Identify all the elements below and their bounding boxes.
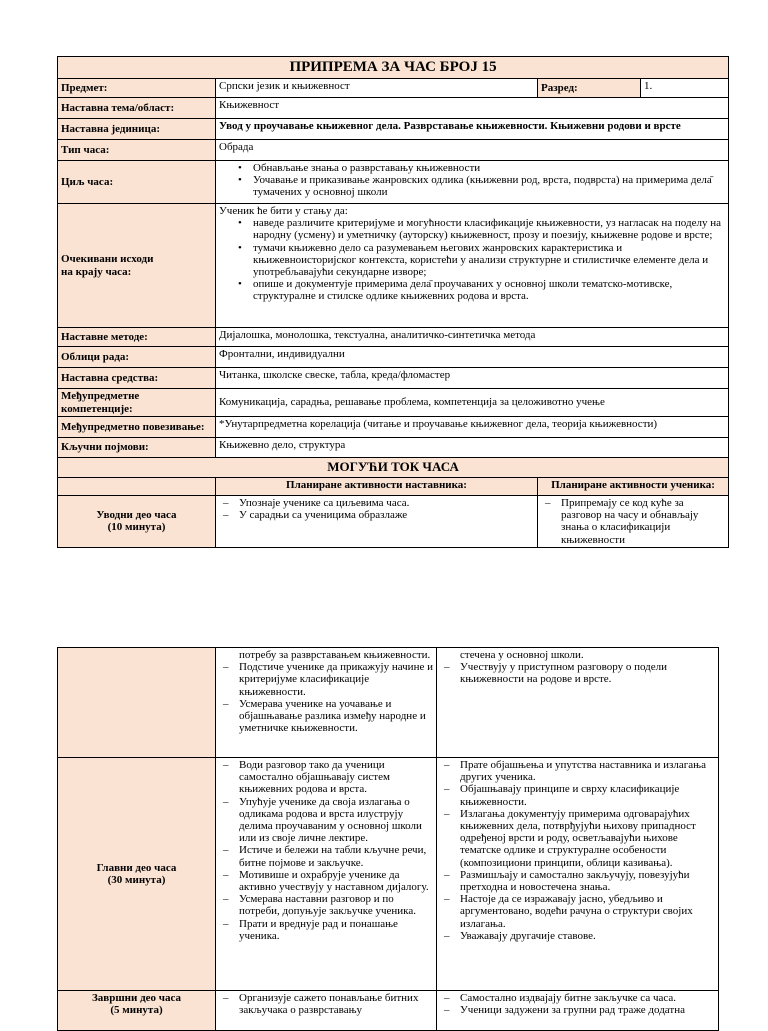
type-label: Тип часа: [58,140,216,161]
teacher-header: Планиране активности наставника: [216,478,538,496]
outcomes-label [58,204,216,328]
intro-phase-label [58,496,216,548]
list-item: – Настоје да се изражавају јасно, убедљиво и аргументовано, водећи рачуна о структури својих излагања. [460,893,715,930]
list-item: – Истиче и бележи на табли кључне речи, битне појмове и закључке. [239,844,433,868]
topic-value: Књижевност [216,98,729,119]
means-value: Читанка, школске свеске, табла, креда/фломастер [216,368,729,389]
list-item: – Упућује ученике да своја излагања о одликама родова и врста илуструју делима проучаваним у основној школи или из своје личне лектире. [239,796,433,845]
final-student-cell [437,991,719,1031]
intro-teacher-continued-cell [216,648,437,758]
list-item: – Упознаје ученике са циљевима часа. [239,497,534,509]
main-phase-label [58,758,216,991]
intro-teacher-continued-text: потребу за разврставањем књижевности. [239,649,431,661]
final-student-list [440,992,715,1016]
competences-value: Комуникација, сарадња, решавање проблема, компетенција за целоживотно учење [216,389,729,417]
unit-label: Наставна јединица: [58,119,216,140]
outcomes-label-line-2: на крају часа: [61,265,132,278]
list-item: • наведе различите критеријуме и могућности класификације књижевности, уз нагласак на поделу на народну (усмену) и уметничку (ауторску) књижевност, прозу и поезију, књижевне родове и врсте; [253,217,725,241]
list-item: – Усмерава наставни разговор и по потреби, допуњује закључке ученика. [239,893,433,917]
list-item: – У сарадњи са ученицима образлаже [239,509,534,521]
list-item: – Подстиче ученике да прикажују начине и критеријуме класификације књижевности. [239,661,433,698]
methods-value: Дијалошка, монолошка, текстуална, аналитичко-синтетичка метода [216,328,729,347]
grade-value: 1. [641,79,729,98]
outcomes-label-line-1: Очекивани исходи [61,253,154,266]
page-title: ПРИПРЕМА ЗА ЧАС БРОЈ 15 [58,57,729,79]
list-item: – Уважавају другачије ставове. [460,930,715,942]
list-item: – Усмерава ученике на уочавање и објашњавање разлика између народне и уметничке књижевности. [239,698,433,735]
final-phase-label [58,991,216,1031]
forms-value: Фронтални, индивидуални [216,347,729,368]
goal-label: Циљ часа: [58,161,216,204]
intro-phase-name: Уводни део часа [96,509,177,522]
list-item: – Води разговор тако да ученици самостално објашњавају систем књижевних родова и врста. [239,759,433,796]
outcomes-list [219,217,725,302]
subject-value: Српски језик и књижевност [216,79,538,98]
outcomes-intro: Ученик ће бити у стању да: [219,205,348,217]
list-item: • Уочавање и приказивање жанровских одлика (књижевни род, врста, подврста) на примерима дела̄ тумачених у основној школи [253,174,725,198]
lesson-flow-continued-table [57,647,719,1031]
intro-phase-continued [58,648,216,758]
intro-student-list [541,497,725,546]
intro-student-cell [538,496,729,548]
main-student-cell [437,758,719,991]
intro-teacher-cell [216,496,538,548]
goal-cell [216,161,729,204]
list-item: – Излагања документују примерима одговарајућих књижевних дела, потврђујући њихову припадност одређеној врсти и роду, осветљавајући њихове тематске одлике и структуралне особености (композициони принципи, облици казивања). [460,808,715,869]
unit-value: Увод у проучавање књижевног дела. Разврставање књижевности. Књижевни родови и врсте [216,119,729,140]
key-terms-label: Кључни појмови: [58,438,216,458]
list-item: • тумачи књижевно дело са разумевањем његових жанровских карактеристика и књижевноисторијског контекста, користећи у анализи структурне и стилистичке елементе дела и употребљавајући секундарне изворе; [253,242,725,279]
list-item: – Мотивише и охрабрује ученике да активно учествују у наставном дијалогу. [239,869,433,893]
main-student-list [440,759,715,942]
topic-label: Наставна тема/област: [58,98,216,119]
list-item: – Објашњавају принципе и сврху класификације књижевности. [460,783,715,807]
list-item: • опише и документује примерима дела̄ проучаваних у основној школи тематско-мотивске, структуралне и стилске одлике књижевних родова и врста. [253,278,725,302]
list-item: – Организује сажето понављање битних закључака о разврставању [239,992,433,1016]
main-phase-name: Главни део часа [96,861,177,874]
final-teacher-cell [216,991,437,1031]
list-item: – Учествују у приступном разговору о подели књижевности на родове и врсте. [460,661,715,685]
outcomes-cell [216,204,729,328]
main-phase-duration: (30 минута) [107,874,166,886]
list-item: – Размишљају и самостално закључују, повезујући претходна и новостечена знања. [460,869,715,893]
flow-header-empty [58,478,216,496]
competences-label: Међупредметне компетенције: [58,389,216,417]
final-phase-duration: (5 минута) [110,1004,163,1017]
subject-label: Предмет: [58,79,216,98]
key-terms-value: Књижевно дело, структура [216,438,729,458]
type-value: Обрада [216,140,729,161]
final-phase-name: Завршни део часа [92,992,181,1004]
list-item: – Припремају се код куће за разговор на часу и обнављају знања о класификацији књижевности [561,497,725,546]
list-item: – Ученици задужени за групни рад траже додатна [460,1004,715,1016]
methods-label: Наставне методе: [58,328,216,347]
main-teacher-list [219,759,433,942]
flow-title: МОГУЋИ ТОК ЧАСА [58,458,729,478]
student-header: Планиране активности ученика: [538,478,729,496]
correlation-value: *Унутарпредметна корелација (читање и проучавање књижевног дела, теорија књижевности) [216,417,729,438]
intro-student-list-continued [440,661,715,685]
intro-phase-duration: (10 минута) [107,521,166,534]
main-teacher-cell [216,758,437,991]
means-label: Наставна средства: [58,368,216,389]
intro-student-continued-cell [437,648,719,758]
goal-list [219,162,725,199]
forms-label: Облици рада: [58,347,216,368]
intro-teacher-list [219,497,534,521]
intro-student-continued-text: стечена у основној школи. [460,649,584,661]
intro-teacher-list-continued [219,661,433,734]
list-item: – Прате објашњења и упутства наставника и излагања других ученика. [460,759,715,783]
list-item: – Прати и вреднује рад и понашање ученика. [239,918,433,942]
final-teacher-list [219,992,433,1016]
correlation-label: Међупредметно повезивање: [58,417,216,438]
grade-label: Разред: [538,79,641,98]
list-item: • Обнављање знања о разврставању књижевности [253,162,725,174]
list-item: – Самостално издвајају битне закључке са часа. [460,992,715,1004]
lesson-plan-table [57,56,729,548]
